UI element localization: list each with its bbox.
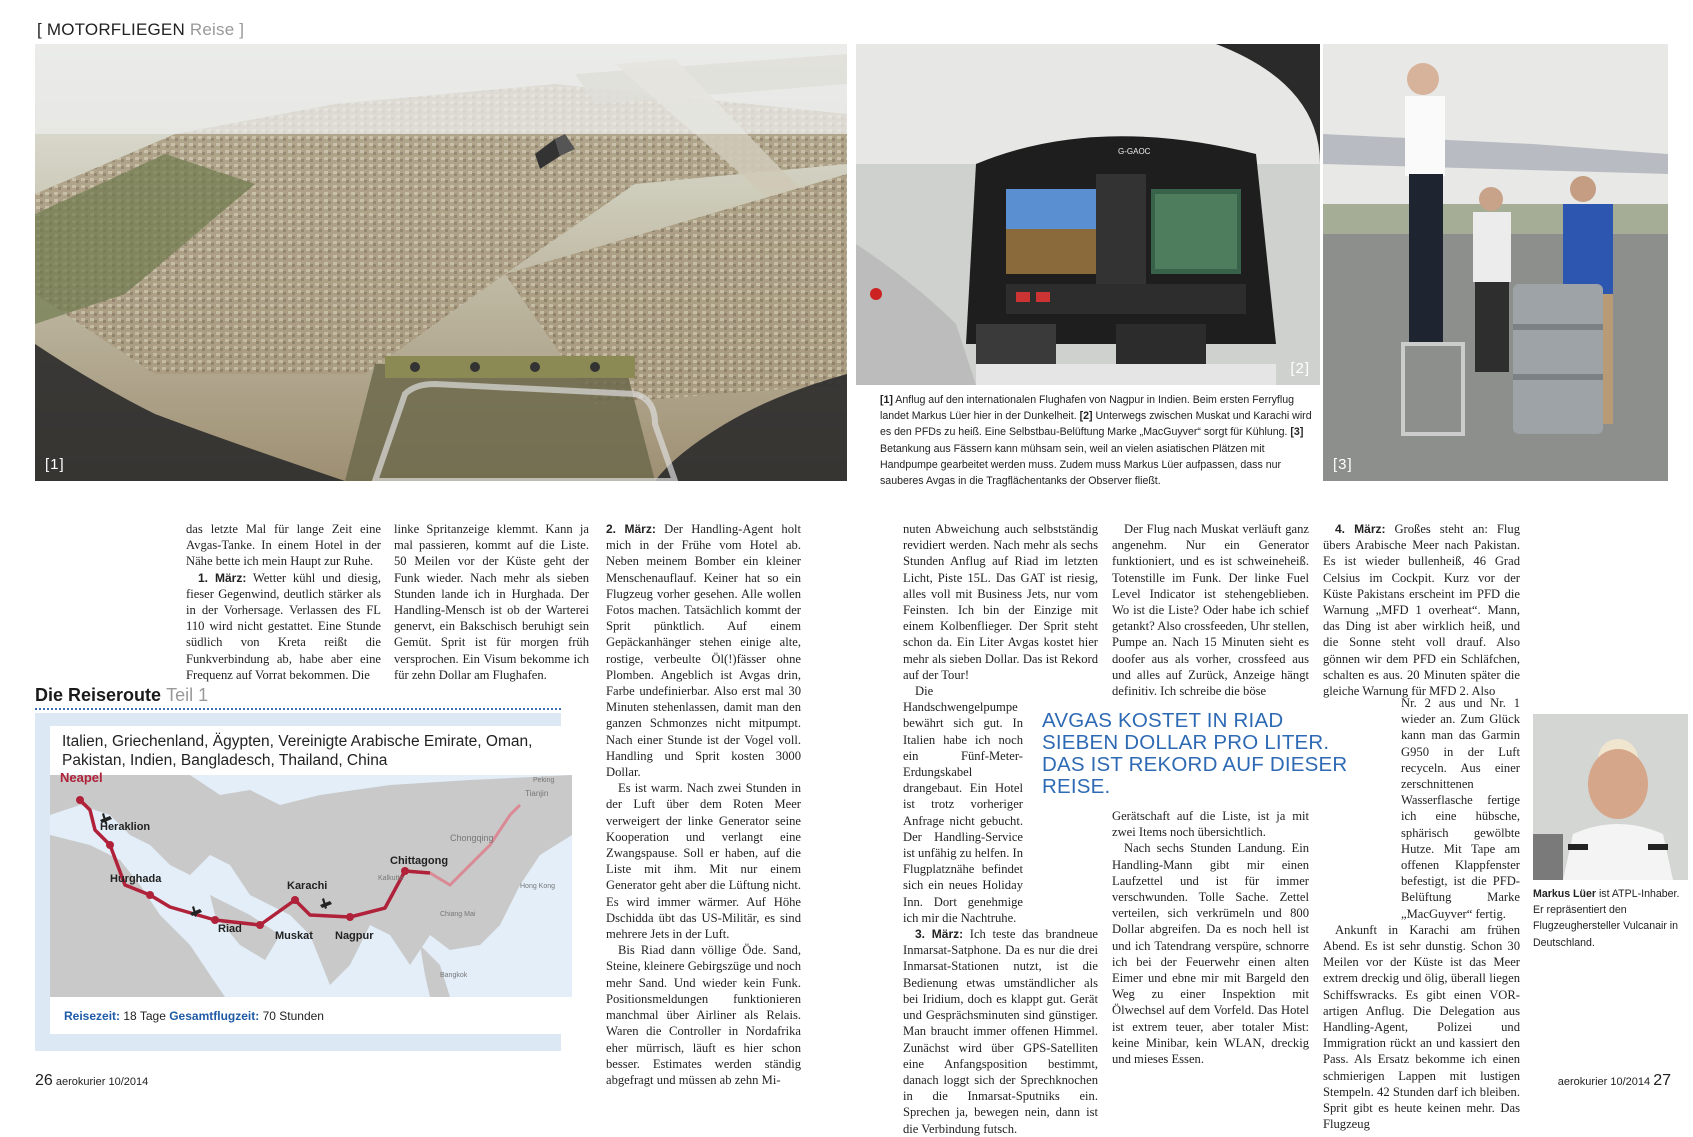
- map-label-kalkutta: Kalkutta: [378, 875, 404, 882]
- article-column-3: [606, 521, 801, 1088]
- paragraph: [1323, 521, 1520, 699]
- article-column-2: [394, 521, 589, 683]
- route-countries: Italien, Griechenland, Ägypten, Vereinigte Arabische Emirate, Oman, Pakistan, Indien, Bangladesch, Thailand, China: [62, 733, 533, 769]
- photo-caption: [880, 392, 1317, 489]
- paragraph: [606, 521, 801, 780]
- footer-right: [1558, 1072, 1671, 1090]
- footer-left: [35, 1072, 148, 1090]
- map-label-bangkok: Bangkok: [440, 972, 468, 979]
- author-photo: [1533, 714, 1688, 880]
- caption-text-2: Unterwegs zwischen Muskat und Karachi wird es den PFDs zu heiß. Eine Selbstbau-Belüftung Marke „MacGuyver“ sorgt für Kühlung.: [880, 410, 1312, 439]
- reisezeit-label: Reisezeit:: [64, 1009, 121, 1023]
- reisezeit-value: 18 Tage: [123, 1009, 166, 1023]
- article-column-6: [1323, 521, 1520, 699]
- paragraph: Der Flug nach Muskat verläuft ganz angenehm. Nur ein Generator funktioniert, und es ist schweineheiß. Totenstille im Funk. Der linke Fuel Level Indicator ist stehengeblieben. Wo ist die Liste? Oder habe ich schief getankt? Also crossfeeden, Uhr stellen, Pumpe an. Nach 15 Minuten sieht es doofer aus als vorher, crossfeed aus und alles auf Zurück, Anzeige hängt definitiv. Ich schreibe die böse: [1112, 522, 1309, 699]
- author-name: Markus Lüer: [1533, 888, 1596, 900]
- paragraph-text: Großes steht an: Flug übers Arabische Meer nach Pakistan. Es ist wieder bullenheiß, 46 Grad Celsius im Cockpit. Kurz vor der Küste Pakistans erscheint im PFD die Warnung „MFD 1 overheat“. Mann, das Ding ist aber wirklich heiß, und die Sonne steht voll drauf. Also gönnen wir dem PFD ein Schläfchen, schalten es aus. 20 Minuten später die gleiche Warnung für MFD 2. Also: [1323, 522, 1520, 699]
- paragraph: Bis Riad dann völlige Öde. Sand, Steine, kleinere Gebirgszüge und noch mehr Sand. Und wieder kein Funk. Positionsmeldungen funktionieren manchmal über Airliner als Relais. Waren die Controller in Nordafrika eher mürrisch, läuft es hier schon besser. Estimates werden ständig abgefragt und müssen ab zehn Mi-: [606, 943, 801, 1087]
- flugzeit-label: Gesamtflugzeit:: [169, 1009, 260, 1023]
- route-title: Die Reiseroute: [35, 685, 162, 705]
- photo-refueling: [1323, 44, 1668, 481]
- photo-cockpit: [856, 44, 1320, 385]
- paragraph: Die Handschwengelpumpe bewährt sich gut. In Italien habe ich noch ein Fünf-Meter-Erdungskabel drangebaut. Ein Hotel ist trotz vorheriger Anfrage nicht gebucht. Der Handling-Service ist unfähig zu helfen. In Flugplatznähe befindet sich ein neues Holiday Inn. Dort genehmige ich mir die Nachtruhe.: [903, 684, 1023, 925]
- magazine-issue: 10/2014: [1610, 1076, 1651, 1088]
- route-box-title: [35, 685, 208, 706]
- flugzeit-value: 70 Stunden: [262, 1009, 324, 1023]
- section-name: [ MOTORFLIEGEN: [37, 20, 185, 39]
- map-label-hongkong: Hong Kong: [520, 883, 556, 890]
- photo-number: [3]: [1333, 456, 1353, 473]
- route-summary: [64, 1009, 324, 1023]
- photo-number: [2]: [1290, 360, 1310, 377]
- paragraph: linke Spritanzeige klemmt. Kann ja mal passieren, kommt auf die Liste. 50 Meilen vor der Küste geht der Funk wieder. Nach mehr als sieben Stunden lande ich in Hurghada. Der Handling-Mensch ist ob der Warterei genervt, ein Bakschisch beruhigt sein Gemüt. Sprit ist für morgen früh versprochen. Ein Visum bekomme ich für zehn Dollar am Flughafen.: [394, 522, 589, 682]
- map-label-nagpur: Nagpur: [335, 930, 374, 942]
- paragraph: Nach sechs Stunden Landung. Ein Handling-Mann gibt mir einen Laufzettel und ist für immer verschwunden. Tolle Sache. Zettel verteilen, sich verkrümeln und 800 Dollar abgreifen. Da es noch hell ist und ich Tatendrang verspüre, schnorre ich bei der Feuerwehr einen alten Eimer und ebne mir mit Bargeld den Weg zu einer Inspektion mit Ölwechsel auf dem Vorfeld. Das Hotel ist extrem teuer, aber totaler Mist: keine Minibar, kein WLAN, dreckig und mieses Essen.: [1112, 841, 1309, 1067]
- subsection-name: Reise ]: [189, 20, 245, 39]
- author-caption: [1533, 886, 1683, 951]
- magazine-name: aerokurier: [55, 1076, 106, 1088]
- date-heading: 3. März:: [915, 927, 964, 942]
- date-heading: 2. März:: [606, 522, 656, 536]
- author-bio: ist ATPL-Inhaber. Er repräsentiert den Flugzeughersteller Vulcanair in Deutschland.: [1533, 888, 1680, 949]
- route-map: [50, 770, 572, 997]
- paragraph: Nr. 2 aus und Nr. 1 wieder an. Zum Glück kann man das Garmin G950 in der Luft recyceln. Aus einer zerschnittenen Wasserflasche fertige ich eine hübsche, sphärisch gewölbte Hutze. Mit Tape am offenen Klappfenster befestigt, ist die PFD-Belüftung Marke „MacGuyver“ fertig.: [1401, 696, 1520, 921]
- paragraph: Gerätschaft auf die Liste, ist ja mit zwei Items noch übersichtlich.: [1112, 809, 1309, 840]
- map-label-chiangmai: Chiang Mai: [440, 911, 476, 918]
- magazine-name: aerokurier: [1557, 1076, 1608, 1088]
- page-number: 27: [1653, 1072, 1671, 1089]
- photo-number: [1]: [45, 456, 65, 473]
- map-label-riad: Riad: [218, 923, 242, 935]
- paragraph: [903, 926, 1098, 1137]
- paragraph: das letzte Mal für lange Zeit eine Avgas-Tanke. In einem Hotel in der Nähe bette ich mein Haupt zur Ruhe.: [186, 522, 381, 569]
- map-label-tianjin: Tianjin: [525, 789, 549, 798]
- aircraft-registration: G-GAOC: [1118, 147, 1151, 156]
- map-label-muskat: Muskat: [275, 930, 313, 942]
- article-column-1: [186, 521, 381, 683]
- route-divider: [35, 708, 561, 710]
- caption-text-1: Anflug auf den internationalen Flughafen von Nagpur in Indien. Beim ersten Ferryflug landet Markus Lüer hier in der Dunkelheit.: [880, 394, 1294, 423]
- paragraph: Es ist warm. Nach zwei Stunden in der Luft über dem Roten Meer verweigert der linke Generator seine Kooperation und verlangt eine Zwangspause. Soll er haben, auf die Liste mit ihm. Mit nur einem Generator geht aber die Lüftung nicht. Es wird immer wärmer. Auf Höhe Dschidda übt das US-Militär, es sind mehrere Jets in der Luft.: [606, 781, 801, 942]
- map-label-peking: Peking: [533, 777, 555, 784]
- article-column-5-continued: [1112, 808, 1309, 1067]
- map-label-karachi: Karachi: [287, 880, 328, 892]
- map-label-chittagong: Chittagong: [390, 855, 449, 867]
- date-heading: 1. März:: [198, 570, 247, 585]
- magazine-issue: 10/2014: [108, 1076, 149, 1088]
- date-heading: 4. März:: [1335, 522, 1386, 536]
- section-label: [37, 20, 244, 40]
- caption-ref-3: [3]: [1290, 426, 1304, 439]
- pull-quote: AVGAS KOSTET IN RIAD SIEBEN DOLLAR PRO LITER. DAS IST REKORD AUF DIESER REISE.: [1042, 709, 1348, 798]
- paragraph-text: Ich teste das brandneue Inmarsat-Satphone. Da es nur die drei Inmarsat-Stationen nutzt, ist die Bedienung etwas umständlicher als bei Iridium, doch es klappt gut. Gerät und Gesprächsminuten sind günstiger. Man braucht immer offenen Himmel. Zunächst wird über GPS-Satelliten eine Anfangsposition bestimmt, danach loggt sich der Sprechknochen in die Inmarsat-Sputniks ein. Sprechen ja, bewegen nein, dann ist die Verbindung futsch.: [903, 927, 1098, 1136]
- article-column-5: [1112, 521, 1309, 699]
- caption-ref-2: [2]: [1079, 410, 1093, 423]
- caption-ref-1: [1]: [880, 394, 893, 406]
- paragraph: Ankunft in Karachi am frühen Abend. Es ist sehr dunstig. Schon 30 Meilen vor der Küste ist das Meer extrem dreckig und ölig, überall liegen Schiffswracks. Es gibt einen VOR-artigen Anflug. Die Delegation aus Handling-Agent, Polizei und Immigration rückt an und kassiert den Pass. Als Ersatz bekomme ich einen schmierigen Lappen mit lustigen Stempeln. 42 Stunden darf ich bleiben. Sprit gibt es heute keinen mehr. Das Flugzeug: [1323, 922, 1520, 1132]
- paragraph: [186, 570, 381, 683]
- map-label-neapel: Neapel: [60, 770, 103, 785]
- photo-aerial-approach: [35, 44, 847, 481]
- article-column-4: [903, 521, 1098, 1137]
- paragraph-text: Der Handling-Agent holt mich in der Frühe vom Hotel ab. Neben meinem Bomber ein kleiner Menschenauflauf. Keiner hat so ein Flugzeug vorher gesehen. Alle wollen Fotos machen. Tatsächlich kommt der Sprit pünktlich. Auf einem Gepäckanhänger stehen einige alte, rostige, verbeulte Öl(!)fässer ohne Plomben. Angeblich ist Avgas drin, Farbe undefinierbar. Also erst mal 30 Minuten stehenlassen, damit man den ganzen Schmonzes nicht mitpumpt. Nach einer Stunde ist der Vogel voll. Handling und Sprit kosten 3000 Dollar.: [606, 522, 801, 780]
- caption-text-3: Betankung aus Fässern kann mühsam sein, weil an vielen asiatischen Plätzen mit Handpumpe gearbeitet werden muss. Zudem muss Markus Lüer aufpassen, dass nur sauberes Avgas in die Tragflächentanks der Observer fließt.: [880, 442, 1282, 488]
- map-label-heraklion: Heraklion: [100, 821, 151, 833]
- route-title-part: Teil 1: [166, 685, 209, 705]
- paragraph-text: Wetter kühl und diesig, fieser Gegenwind, deutlich stärker als in der Vorhersage. Verlassen des FL 110 wird nicht gestattet. Eine Stunde südlich von Kreta reißt die Funkverbindung ab, habe aber eine Frequenz auf Vorrat bekommen. Die: [186, 570, 381, 682]
- map-label-hurghada: Hurghada: [110, 873, 162, 885]
- paragraph: nuten Abweichung auch selbstständig revidiert werden. Nach mehr als sechs Stunden Anflug auf Riad im letzten Licht, Piste 15L. Das GAT ist riesig, alles voll mit Business Jets, nur vom Feinsten. Ich bin der Einzige mit einem Kolbenflieger. Der Sprit steht schon da. Ein Liter Avgas kostet hier mehr als sieben Dollar. Das ist Rekord auf der Tour!: [903, 522, 1098, 682]
- page-number: 26: [35, 1072, 53, 1089]
- map-label-chongqing: Chongqing: [450, 833, 494, 843]
